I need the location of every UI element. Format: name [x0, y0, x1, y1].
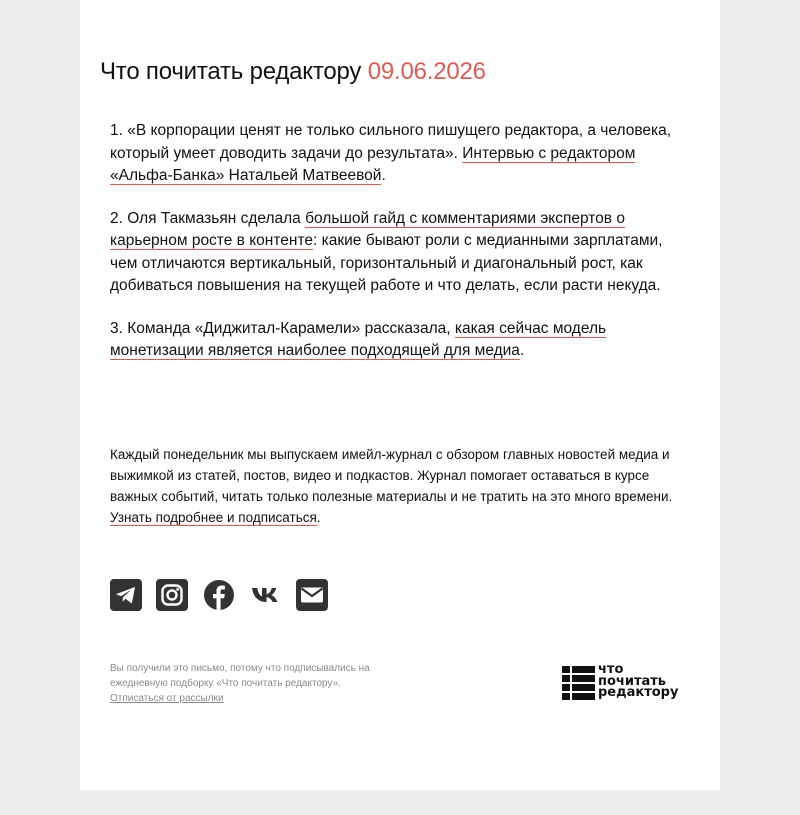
instagram-icon[interactable]: [156, 579, 188, 611]
article-link-career-guide[interactable]: большой гайд с комментариями экспертов о карьерном росте в контенте: [110, 209, 625, 249]
social-links: [110, 579, 338, 611]
newsletter-description: [110, 444, 690, 528]
article-list: [110, 120, 690, 383]
list-item: [110, 318, 690, 363]
issue-date: 09.06.2026: [367, 58, 486, 85]
email-icon[interactable]: [296, 579, 328, 611]
about-text-tail: .: [316, 510, 321, 525]
footer-note: [110, 661, 400, 706]
item-text: 2. Оля Такмазьян сделала: [110, 209, 306, 227]
list-item: [110, 208, 690, 298]
logo-line: что: [598, 662, 624, 677]
about-text: Каждый понедельник мы выпускаем имейл-журнал с обзором главных новостей медиа и выжимкой из статей, постов, видео и подкастов. Журнал помогает оставаться в курсе важных событий, читать только полезные материалы и не тратить на это много времени.: [110, 447, 673, 504]
article-link-interview[interactable]: Интервью с редактором «Альфа-Банка» Натальей Матвеевой: [110, 144, 636, 184]
title-text: Что почитать редактору: [100, 58, 362, 85]
logo-text: [598, 664, 708, 699]
item-text: 1. «В корпорации ценят не только сильного пишущего редактора, а человека, который умеет доводить задачи до результата».: [110, 122, 672, 162]
article-link-monetization[interactable]: какая сейчас модель монетизации является наиболее подходящей для медиа: [110, 319, 607, 359]
vk-icon[interactable]: [249, 579, 281, 611]
email-card: [80, 0, 720, 790]
page-title: [100, 58, 486, 86]
subscribe-link[interactable]: Узнать подробнее и подписаться: [110, 510, 317, 525]
item-text-tail: : какие бывают роли с медианными зарплатами, чем отличаются вертикальный, горизонтальный и диагональный рост, как добиваться повышения на текущей работе и что делать, если расти некуда.: [110, 232, 663, 294]
footer-note-text: Вы получили это письмо, потому что подписывались на ежедневную подборку «Что почитать редактору».: [110, 663, 370, 689]
item-text-tail: .: [381, 167, 386, 184]
telegram-icon[interactable]: [110, 579, 142, 611]
facebook-icon[interactable]: [203, 579, 235, 611]
item-text-tail: .: [519, 342, 525, 359]
unsubscribe-link[interactable]: Отписаться от рассылки: [110, 693, 224, 704]
logo-line: почитать: [598, 673, 667, 689]
list-item: [110, 120, 690, 188]
logo-mark-icon: [562, 666, 595, 701]
logo-line: редактору: [598, 685, 679, 700]
item-text: 3. Команда «Диджитал-Карамели» рассказала,: [110, 319, 455, 337]
